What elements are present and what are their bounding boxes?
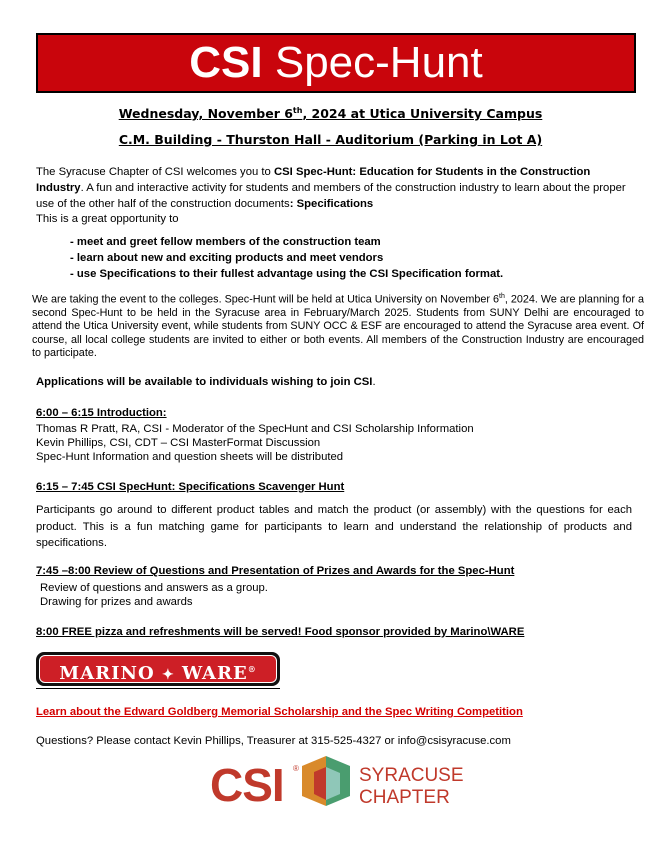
schedule-heading-hunt: 6:15 – 7:45 CSI SpecHunt: Specifications Scavenger Hunt [36, 481, 345, 493]
bullet-item: - learn about new and exciting products and meet vendors [70, 252, 384, 264]
applications-note: Applications will be available to individuals wishing to join CSI. [36, 376, 376, 388]
contact-info: Questions? Please contact Kevin Phillips, Treasurer at 315-525-4327 or info@csisyracuse.com [36, 735, 511, 747]
bullet-item: - use Specifications to their fullest advantage using the CSI Specification format. [70, 268, 504, 280]
schedule-line: Thomas R Pratt, RA, CSI - Moderator of the SpecHunt and CSI Scholarship Information [36, 423, 474, 435]
divider [36, 688, 280, 689]
location-line: C.M. Building - Thurston Hall - Auditorium (Parking in Lot A) [118, 132, 543, 147]
title-bold: CSI [189, 38, 263, 87]
schedule-heading-intro: 6:00 – 6:15 Introduction: [36, 407, 167, 419]
scholarship-link[interactable]: Learn about the Edward Goldberg Memorial Scholarship and the Spec Writing Competition [36, 706, 523, 718]
bullet-item: - meet and greet fellow members of the construction team [70, 236, 381, 248]
title-banner [36, 33, 636, 93]
schedule-heading-review: 7:45 –8:00 Review of Questions and Presentation of Prizes and Awards for the Spec-Hunt [36, 565, 515, 577]
csi-logo-wordmark: CSI [210, 759, 284, 811]
marinoware-logo: MARINO ✦ WARE® [36, 652, 280, 686]
star-icon: ✦ [161, 667, 175, 683]
schedule-heading-pizza: 8:00 FREE pizza and refreshments will be served! Food sponsor provided by Marino\WARE [36, 626, 525, 638]
date-line: Wednesday, November 6th, 2024 at Utica University Campus [118, 106, 543, 122]
schedule-line: Review of questions and answers as a group. [40, 582, 268, 594]
hunt-description: Participants go around to different product tables and match the product (or assembly) with the questions for each product. This is a fun matching game for participants to learn and understand the relationship of products and specifications. [36, 504, 632, 549]
event-paragraph: We are taking the event to the colleges. Spec-Hunt will be held at Utica University on November 6th, 2024. We are planning for a second Spec-Hunt to be held in the Syracuse area in February/March 2025. Students from SUNY Delhi are encouraged to attend the Utica University event, while students from SUNY OCC & ESF are encouraged to attend the Syracuse area event. Of course, all local college students are invited to either or both events. All members of the Construction Industry are encouraged to participate. [32, 293, 644, 360]
schedule-line: Spec-Hunt Information and question sheets will be distributed [36, 451, 344, 463]
title-rest: Spec-Hunt [262, 38, 483, 87]
schedule-line: Drawing for prizes and awards [40, 596, 193, 608]
intro-paragraph: The Syracuse Chapter of CSI welcomes you to CSI Spec-Hunt: Education for Students in the Construction Industry. A fun and interactive activity for students and members of the construction industry to learn about the proper use of the other half of the construction documents: Specifications [36, 166, 626, 210]
csi-chapter-name: SYRACUSE CHAPTER [359, 765, 464, 808]
intro-opportunity: This is a great opportunity to [36, 213, 179, 225]
csi-cube-icon [300, 754, 352, 808]
schedule-line: Kevin Phillips, CSI, CDT – CSI MasterFormat Discussion [36, 437, 321, 449]
